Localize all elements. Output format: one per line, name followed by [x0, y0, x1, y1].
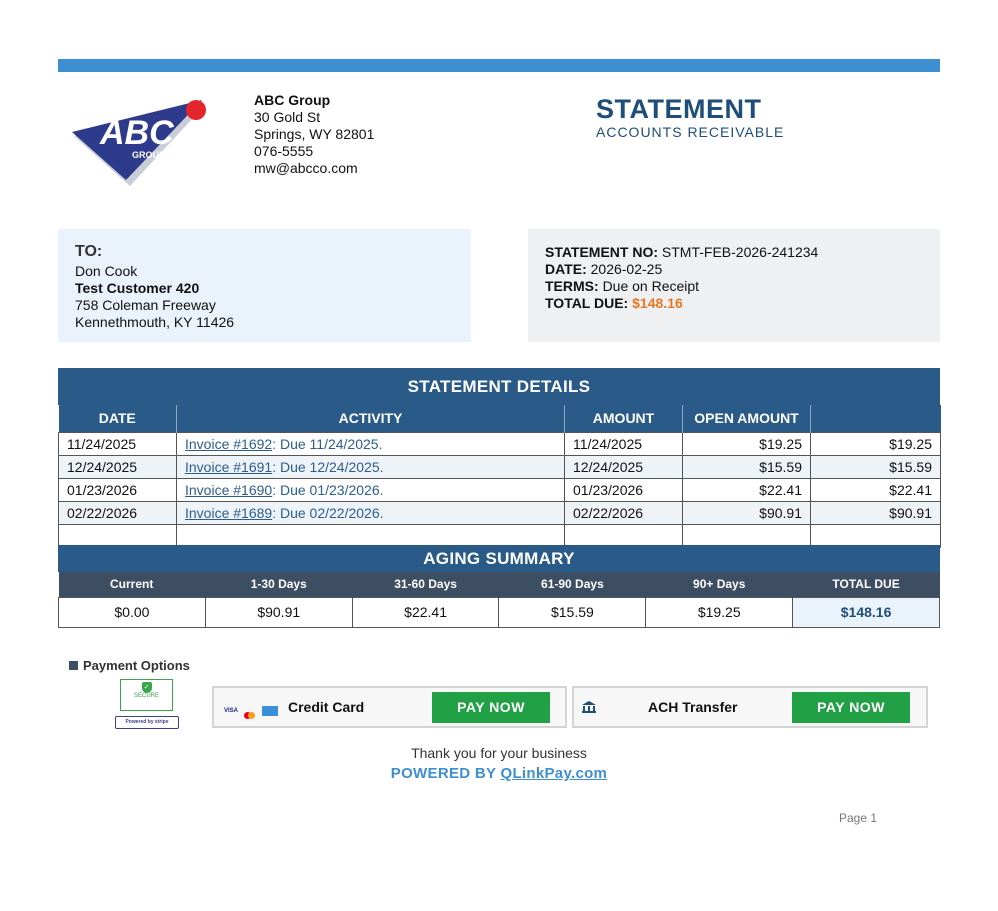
- aging-col-current: Current: [59, 572, 206, 597]
- statement-terms-value: Due on Receipt: [602, 278, 700, 294]
- table-row: [59, 455, 941, 478]
- page-subtitle: ACCOUNTS RECEIVABLE: [596, 124, 785, 140]
- to-customer: Test Customer 420: [75, 280, 200, 296]
- ach-pay-now-button[interactable]: PAY NOW: [792, 692, 910, 723]
- empty-cell: [177, 524, 565, 547]
- table-row: [59, 501, 941, 524]
- powered-by-prefix: POWERED BY: [390, 765, 501, 782]
- square-bullet-icon: [69, 661, 78, 670]
- row-amount: $22.41: [683, 478, 811, 501]
- row-date: 11/24/2025: [59, 432, 177, 455]
- abc-group-logo: [70, 96, 220, 188]
- aging-col-total: TOTAL DUE: [793, 572, 940, 597]
- amex-icon: [262, 706, 278, 716]
- to-contact: Don Cook: [75, 263, 138, 279]
- row-activity: [177, 478, 565, 501]
- logo-subtext: GROUP: [132, 150, 166, 160]
- page-number: Page 1: [839, 811, 878, 825]
- secure-badge-text: SECURE: [133, 693, 159, 699]
- secure-badge: [120, 679, 173, 711]
- ach-transfer-label: ACH Transfer: [648, 699, 738, 715]
- aging-values-row: [59, 597, 940, 627]
- row-due: : Due 12/24/2025.: [272, 458, 384, 475]
- qlinkpay-link[interactable]: QLinkPay.com: [500, 765, 608, 782]
- top-accent-bar: [58, 59, 940, 72]
- invoice-link[interactable]: Invoice #1691: [185, 458, 273, 475]
- payment-options-label: Payment Options: [83, 658, 190, 673]
- statement-no-value: STMT-FEB-2026-241234: [661, 244, 819, 260]
- logo-text: ABC: [100, 114, 174, 152]
- col-open-amount: OPEN AMOUNT: [683, 405, 811, 432]
- row-due: : Due 11/24/2025.: [272, 435, 383, 452]
- empty-row: [59, 524, 941, 547]
- statement-no-label: STATEMENT NO:: [545, 244, 659, 260]
- credit-card-option: [212, 686, 567, 728]
- bank-icon: [582, 701, 596, 713]
- to-address1: 758 Coleman Freeway: [75, 297, 216, 313]
- row-date: 12/24/2025: [59, 455, 177, 478]
- row-date: 01/23/2026: [59, 478, 177, 501]
- col-activity: ACTIVITY: [177, 405, 565, 432]
- payment-options-heading: [69, 658, 190, 673]
- empty-cell: [59, 524, 177, 547]
- statement-date-label: DATE:: [545, 261, 587, 277]
- col-blank: [811, 405, 941, 432]
- statement-total-value: $148.16: [632, 295, 683, 311]
- aging-summary-section: [58, 545, 940, 628]
- to-label: TO:: [75, 243, 103, 260]
- aging-current-value: $0.00: [59, 597, 206, 627]
- statement-total-row: [545, 295, 923, 312]
- invoice-link[interactable]: Invoice #1692: [185, 435, 273, 452]
- table-row: [59, 432, 941, 455]
- statement-date-row: [545, 261, 923, 278]
- row-activity: [177, 501, 565, 524]
- aging-31-60-value: $22.41: [352, 597, 499, 627]
- card-brand-icons: [224, 702, 282, 714]
- invoice-link[interactable]: Invoice #1690: [185, 481, 273, 498]
- row-due: : Due 01/23/2026.: [272, 481, 384, 498]
- aging-90-plus-value: $19.25: [646, 597, 793, 627]
- row-amount: $15.59: [683, 455, 811, 478]
- aging-col-61-90: 61-90 Days: [499, 572, 646, 597]
- details-title: STATEMENT DETAILS: [58, 368, 940, 405]
- aging-1-30-value: $90.91: [205, 597, 352, 627]
- powered-by: [0, 765, 998, 782]
- row-due: : Due 02/22/2026.: [272, 504, 384, 521]
- row-open-amount: $19.25: [811, 432, 941, 455]
- row-activity: [177, 432, 565, 455]
- visa-icon: VISA: [224, 707, 239, 714]
- aging-col-90-plus: 90+ Days: [646, 572, 793, 597]
- page-title: STATEMENT: [596, 94, 762, 124]
- statement-total-label: TOTAL DUE:: [545, 295, 629, 311]
- empty-cell: [811, 524, 941, 547]
- aging-table: [58, 572, 940, 628]
- row-open-amount: $15.59: [811, 455, 941, 478]
- thank-you-text: Thank you for your business: [411, 745, 587, 761]
- row-col3: 11/24/2025: [565, 432, 683, 455]
- ach-transfer-option: [572, 686, 928, 728]
- company-address2: Springs, WY 82801: [254, 126, 375, 142]
- stripe-badge: Powered by stripe: [115, 716, 179, 729]
- mastercard-icon: [244, 706, 258, 716]
- shield-icon: ✓: [142, 682, 152, 693]
- aging-total-value: $148.16: [793, 597, 940, 627]
- aging-col-1-30: 1-30 Days: [205, 572, 352, 597]
- statement-terms-row: [545, 278, 923, 295]
- row-date: 02/22/2026: [59, 501, 177, 524]
- col-date: DATE: [59, 405, 177, 432]
- row-amount: $19.25: [683, 432, 811, 455]
- credit-card-pay-now-button[interactable]: PAY NOW: [432, 692, 550, 723]
- statement-terms-label: TERMS:: [545, 278, 599, 294]
- row-col3: 02/22/2026: [565, 501, 683, 524]
- details-table: [58, 405, 941, 548]
- row-col3: 01/23/2026: [565, 478, 683, 501]
- row-open-amount: $22.41: [811, 478, 941, 501]
- bill-to-box: [58, 229, 471, 342]
- invoice-link[interactable]: Invoice #1689: [185, 504, 273, 521]
- company-info: [254, 92, 374, 177]
- statement-title-block: [596, 94, 784, 140]
- row-amount: $90.91: [683, 501, 811, 524]
- statement-details-section: [58, 368, 940, 548]
- company-email: mw@abcco.com: [254, 160, 358, 176]
- to-address2: Kennethmouth, KY 11426: [75, 314, 235, 330]
- row-col3: 12/24/2025: [565, 455, 683, 478]
- company-name: ABC Group: [254, 92, 331, 108]
- row-activity: [177, 455, 565, 478]
- company-address1: 30 Gold St: [254, 109, 321, 125]
- statement-no-row: [545, 244, 923, 261]
- table-row: [59, 478, 941, 501]
- statement-date-value: 2026-02-25: [590, 261, 663, 277]
- aging-61-90-value: $15.59: [499, 597, 646, 627]
- empty-cell: [683, 524, 811, 547]
- row-open-amount: $90.91: [811, 501, 941, 524]
- aging-col-31-60: 31-60 Days: [352, 572, 499, 597]
- aging-title: AGING SUMMARY: [58, 545, 940, 572]
- empty-cell: [565, 524, 683, 547]
- credit-card-label: Credit Card: [288, 699, 365, 715]
- col-amount: AMOUNT: [565, 405, 683, 432]
- statement-info-box: [528, 229, 940, 342]
- company-phone: 076-5555: [254, 143, 314, 159]
